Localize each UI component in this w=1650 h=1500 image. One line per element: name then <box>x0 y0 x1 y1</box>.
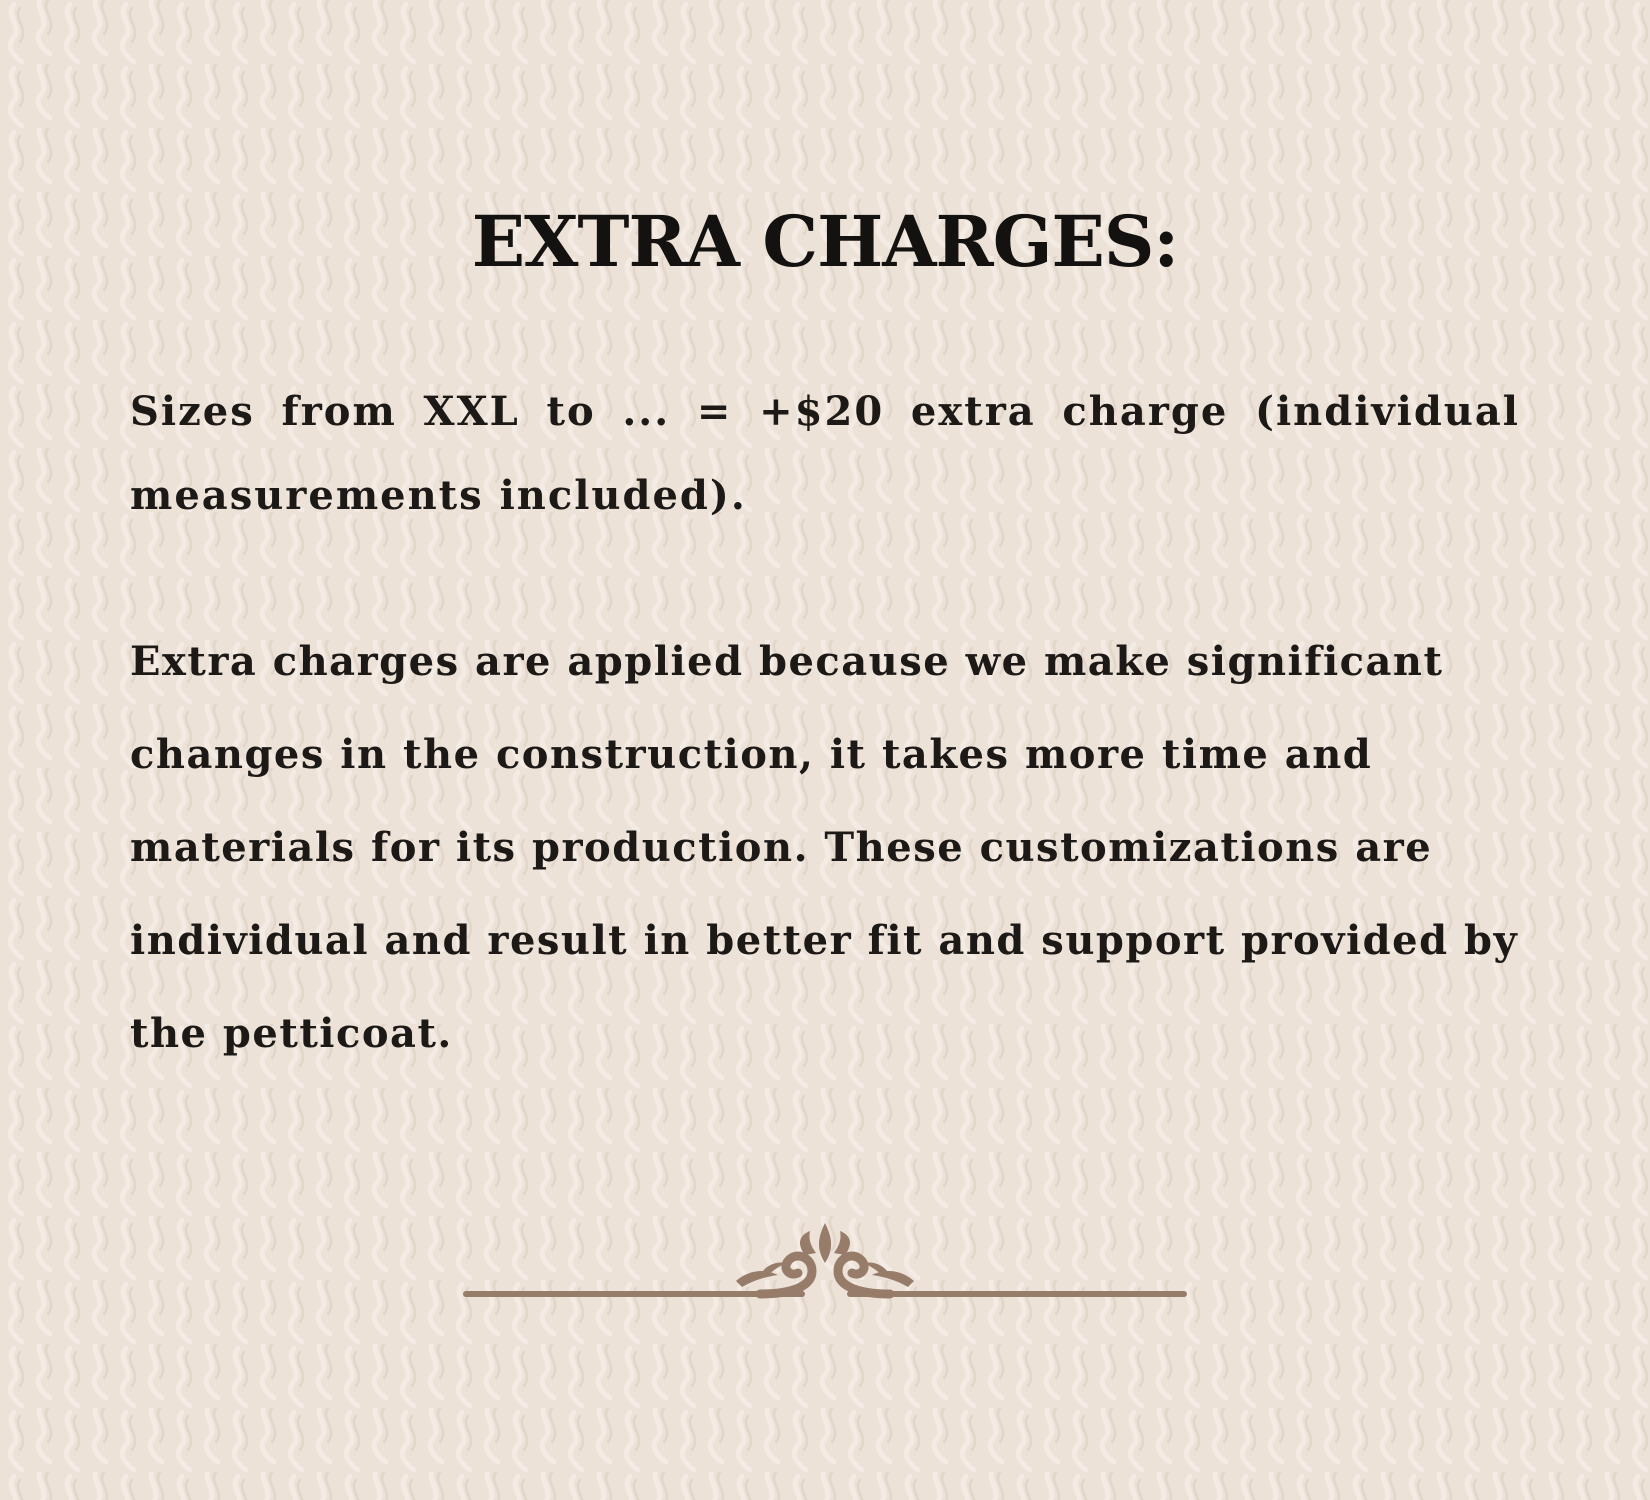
explanation-paragraph: Extra charges are applied because we make significant changes in the construction, it takes more time and materials for its production. These customizations are individual and result in better fit and support provided by the petticoat. <box>130 638 1519 1057</box>
scroll-ornament-divider-icon <box>460 1215 1190 1305</box>
page-title: EXTRA CHARGES: <box>471 200 1179 283</box>
size-surcharge-paragraph: Sizes from XXL to ... = +$20 extra charge (individual measurements included). <box>130 388 1520 519</box>
